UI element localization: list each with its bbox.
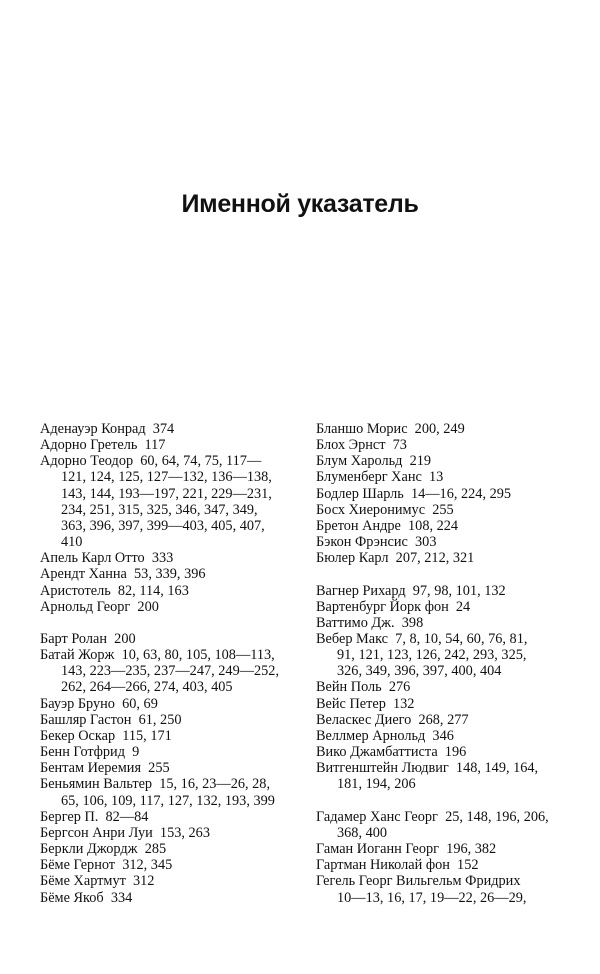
index-entry-line: Веласкес Диего 268, 277 <box>316 711 469 728</box>
index-entry <box>316 453 576 469</box>
index-entry <box>316 760 576 792</box>
index-entry <box>316 437 576 453</box>
index-entry-line: 326, 349, 396, 397, 400, 404 <box>337 663 502 680</box>
index-entry-line: 143, 144, 193—197, 221, 229—231, <box>61 485 272 502</box>
index-entry-line: Вейс Петер 132 <box>316 695 415 712</box>
index-entry-line: 91, 121, 123, 126, 242, 293, 325, <box>337 647 527 664</box>
index-entry-line: Беньямин Вальтер 15, 16, 23—26, 28, <box>40 776 271 793</box>
index-entry-line: Бэкон Фрэнсис 303 <box>316 534 437 551</box>
index-entry <box>40 890 295 906</box>
index-entry-line: Аденауэр Конрад 374 <box>40 421 175 437</box>
index-entry-line: Босх Хиеронимус 255 <box>316 501 454 518</box>
index-entry-line: Бауэр Бруно 60, 69 <box>40 695 158 712</box>
index-entry <box>40 857 295 873</box>
index-entry <box>316 615 576 631</box>
index-entry <box>40 647 295 695</box>
index-entry-line: Бретон Андре 108, 224 <box>316 517 459 534</box>
index-entry-line: Блуменберг Ханс 13 <box>316 469 444 486</box>
index-entry-line: Бекер Оскар 115, 171 <box>40 727 172 744</box>
index-entry <box>316 486 576 502</box>
index-entry <box>40 599 295 615</box>
index-entry <box>40 776 295 808</box>
index-entry <box>40 421 295 437</box>
index-entry-line: Апель Карл Отто 333 <box>40 550 174 567</box>
index-entry-line: Веллмер Арнольд 346 <box>316 727 454 744</box>
index-entry-line: 234, 251, 315, 325, 346, 347, 349, <box>61 501 258 518</box>
index-entry-line: Блум Харольд 219 <box>316 453 432 470</box>
index-entry-line: Бергер П. 82—84 <box>40 808 149 825</box>
index-entry-line: Бенн Готфрид 9 <box>40 744 140 761</box>
index-entry-line: Арендт Ханна 53, 339, 396 <box>40 566 206 583</box>
index-entry-line: Адорно Гретель 117 <box>40 437 166 454</box>
index-entry <box>316 599 576 615</box>
index-entry <box>316 518 576 534</box>
index-entry <box>40 453 295 550</box>
index-entry-line: 410 <box>61 534 83 551</box>
index-entry-line: Бодлер Шарль 14—16, 224, 295 <box>316 485 512 502</box>
index-entry-line: Вейн Поль 276 <box>316 679 411 696</box>
index-entry-line: Блох Эрнст 73 <box>316 437 407 454</box>
index-entry <box>316 679 576 695</box>
index-entry-line: 121, 124, 125, 127—132, 136—138, <box>61 469 272 486</box>
index-entry <box>316 809 576 841</box>
index-entry-line: 363, 396, 397, 399—403, 405, 407, <box>61 517 265 534</box>
index-entry-line: Адорно Теодор 60, 64, 74, 75, 117— <box>40 453 262 470</box>
index-entry <box>40 696 295 712</box>
index-entry <box>316 696 576 712</box>
index-entry-line: Вебер Макс 7, 8, 10, 54, 60, 76, 81, <box>316 631 528 648</box>
index-entry-line: 368, 400 <box>337 824 388 841</box>
index-entry-line: Бергсон Анри Луи 153, 263 <box>40 824 210 841</box>
index-entry <box>40 437 295 453</box>
index-entry <box>316 583 576 599</box>
index-entry <box>316 631 576 679</box>
index-entry-line: Бланшо Морис 200, 249 <box>316 421 465 437</box>
index-entry-line: Арнольд Георг 200 <box>40 598 159 615</box>
index-entry <box>316 502 576 518</box>
index-entry-line: 143, 223—235, 237—247, 249—252, <box>61 663 280 680</box>
index-entry <box>316 550 576 566</box>
index-entry-line: 10—13, 16, 17, 19—22, 26—29, <box>337 889 527 906</box>
index-entry-line: Вико Джамбаттиста 196 <box>316 744 467 761</box>
page-title: Именной указатель <box>181 190 419 218</box>
index-entry-line: Барт Ролан 200 <box>40 631 136 648</box>
index-entry <box>40 583 295 599</box>
index-entry-line: Гадамер Ханс Георг 25, 148, 196, 206, <box>316 808 549 825</box>
index-entry-line: Беркли Джордж 285 <box>40 841 167 858</box>
index-entry-line: Аристотель 82, 114, 163 <box>40 582 189 599</box>
index-entry-line: 65, 106, 109, 117, 127, 132, 193, 399 <box>61 792 275 809</box>
index-entry <box>316 857 576 873</box>
index-entry <box>316 841 576 857</box>
index-entry-line: 262, 264—266, 274, 403, 405 <box>61 679 233 696</box>
index-entry <box>40 760 295 776</box>
index-entry-line: Витгенштейн Людвиг 148, 149, 164, <box>316 760 539 777</box>
index-entry <box>316 873 576 905</box>
index-entry <box>316 534 576 550</box>
index-entry-line: Вартенбург Йорк фон 24 <box>316 598 471 615</box>
index-entry-line: Бёме Гернот 312, 345 <box>40 857 173 874</box>
index-entry-line: Ваттимо Дж. 398 <box>316 614 424 631</box>
index-entry <box>316 712 576 728</box>
index-entry-line: 181, 194, 206 <box>337 776 416 793</box>
index-entry <box>40 825 295 841</box>
index-entry-line: Батай Жорж 10, 63, 80, 105, 108—113, <box>40 647 275 664</box>
index-entry-line: Башляр Гастон 61, 250 <box>40 711 182 728</box>
index-entry <box>40 631 295 647</box>
index-entry <box>316 744 576 760</box>
index-entry-line: Гаман Иоганн Георг 196, 382 <box>316 841 497 858</box>
index-entry <box>40 841 295 857</box>
index-entry <box>40 550 295 566</box>
index-entry-line: Бёме Хартмут 312 <box>40 873 155 890</box>
index-entry <box>40 566 295 582</box>
index-column-left <box>40 421 295 906</box>
index-entry <box>316 728 576 744</box>
index-entry <box>40 809 295 825</box>
index-entry-line: Гегель Георг Вильгельм Фридрих <box>316 873 521 890</box>
index-entry <box>40 873 295 889</box>
index-entry-line: Вагнер Рихард 97, 98, 101, 132 <box>316 582 506 599</box>
index-entry-line: Бентам Иеремия 255 <box>40 760 170 777</box>
index-entry-line: Гартман Николай фон 152 <box>316 857 479 874</box>
index-column-right <box>316 421 576 906</box>
index-entry <box>40 728 295 744</box>
index-entry <box>316 421 576 437</box>
index-entry <box>316 469 576 485</box>
index-entry <box>40 744 295 760</box>
index-entry-line: Бюлер Карл 207, 212, 321 <box>316 550 475 567</box>
index-entry <box>40 712 295 728</box>
index-entry-line: Бёме Якоб 334 <box>40 889 133 906</box>
